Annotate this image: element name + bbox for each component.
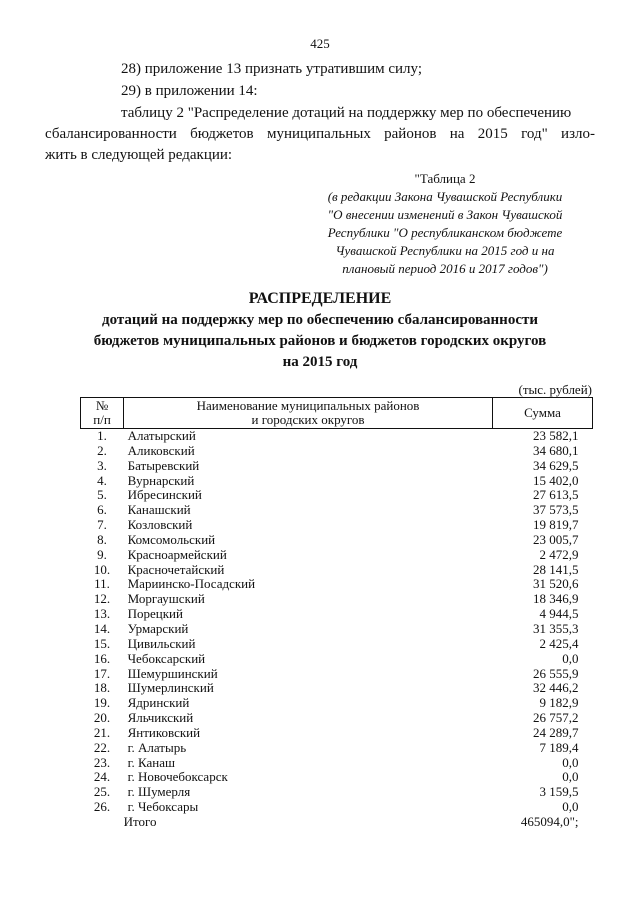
row-value: 23 582,1 <box>533 428 579 443</box>
row-number: 6. <box>97 502 107 518</box>
table-row <box>81 592 593 607</box>
row-value: 2 472,9 <box>539 546 579 562</box>
row-value: 0,0 <box>562 754 579 770</box>
table-row <box>81 607 593 622</box>
row-number: 9. <box>97 546 107 562</box>
row-value: 26 757,2 <box>533 710 579 726</box>
row-value: 18 346,9 <box>533 591 579 607</box>
edition-note-line: (в редакции Закона Чувашской Республики <box>327 189 563 204</box>
row-name: Шемуршинский <box>127 665 218 681</box>
edition-note-body <box>300 188 590 278</box>
row-number: 21. <box>93 724 111 740</box>
table-row <box>81 474 593 489</box>
edition-note-title: "Таблица 2 <box>414 171 476 186</box>
table-row <box>81 503 593 518</box>
paragraph-table-intro-line: сбалансированности бюджетов муниципальных районов на 2015 год" изло- <box>45 126 595 142</box>
row-number: 15. <box>93 635 111 651</box>
row-value: 31 355,3 <box>533 620 579 636</box>
edition-note <box>300 170 590 278</box>
page-number: 425 <box>310 36 330 51</box>
table-row <box>81 726 593 741</box>
table-header <box>81 398 593 429</box>
row-name: Красночетайский <box>127 561 225 577</box>
row-name: Алатырский <box>127 428 196 443</box>
row-number: 7. <box>97 517 107 533</box>
row-name: Аликовский <box>127 442 195 458</box>
row-name: Чебоксарский <box>127 650 206 666</box>
heading-title: РАСПРЕДЕЛЕНИЕ <box>248 290 392 307</box>
row-name: Янтиковский <box>127 724 201 740</box>
row-number: 3. <box>97 457 107 473</box>
table-row <box>81 622 593 637</box>
table-row <box>81 518 593 533</box>
header-sum: Сумма <box>492 398 592 429</box>
row-name: Порецкий <box>127 606 183 622</box>
row-name: г. Шумерля <box>127 784 191 800</box>
table-row <box>81 637 593 652</box>
row-name: Вурнарский <box>127 472 195 488</box>
row-number: 26. <box>93 799 111 815</box>
row-value: 19 819,7 <box>533 517 579 533</box>
row-name: Ядринский <box>127 695 190 711</box>
table-row <box>81 563 593 578</box>
row-number: 23. <box>93 754 111 770</box>
row-value: 32 446,2 <box>533 680 579 696</box>
row-value: 2 425,4 <box>539 635 579 651</box>
edition-note-line: Чувашской Республики на 2015 год и на <box>335 243 555 258</box>
heading-subtitle-line: на 2015 год <box>282 354 358 370</box>
row-value: 28 141,5 <box>533 561 579 577</box>
row-number: 2. <box>97 442 107 458</box>
row-number: 16. <box>93 650 111 666</box>
row-name: Моргаушский <box>127 591 205 607</box>
table-row <box>81 741 593 756</box>
row-name: г. Алатырь <box>127 739 187 755</box>
header-number <box>81 398 124 429</box>
row-number: 13. <box>93 606 111 622</box>
table-row <box>81 696 593 711</box>
row-name: Комсомольский <box>127 531 216 547</box>
header-name <box>124 398 493 429</box>
row-value: 34 629,5 <box>533 457 579 473</box>
row-name: г. Чебоксары <box>127 799 199 815</box>
table-row <box>81 652 593 667</box>
total-spacer <box>81 815 124 830</box>
table-row <box>81 533 593 548</box>
row-number: 25. <box>93 784 111 800</box>
table-row <box>81 711 593 726</box>
paragraph-28: 28) приложение 13 признать утратившим силу; <box>121 61 423 77</box>
row-value: 34 680,1 <box>533 442 579 458</box>
row-number: 18. <box>93 680 111 696</box>
row-value: 4 944,5 <box>539 606 579 622</box>
row-number: 10. <box>93 561 111 577</box>
row-name: Козловский <box>127 517 193 533</box>
row-value: 0,0 <box>562 799 579 815</box>
row-name: Цивильский <box>127 635 196 651</box>
subsidy-table <box>80 397 593 830</box>
table-body <box>81 429 593 830</box>
row-name: Ибресинский <box>127 487 202 503</box>
table-row <box>81 429 593 444</box>
row-value: 26 555,9 <box>533 665 579 681</box>
row-value: 15 402,0 <box>533 472 579 488</box>
row-number: 1. <box>97 428 107 443</box>
row-value: 9 182,9 <box>539 695 579 711</box>
paragraph-table-intro-line: таблицу 2 "Распределение дотаций на поддержку мер по обеспечению <box>121 105 572 121</box>
row-number: 5. <box>97 487 107 503</box>
row-value: 0,0 <box>562 650 579 666</box>
row-value: 23 005,7 <box>533 531 579 547</box>
row-number: 24. <box>93 769 111 785</box>
row-number: 12. <box>93 591 111 607</box>
paragraph-table-intro <box>45 103 595 166</box>
row-number: 11. <box>94 576 110 592</box>
table-row <box>81 681 593 696</box>
row-number: 22. <box>93 739 111 755</box>
row-name: г. Канаш <box>127 754 175 770</box>
row-name: Яльчикский <box>127 710 194 726</box>
row-value: 31 520,6 <box>533 576 579 592</box>
row-number: 19. <box>93 695 111 711</box>
row-name: Урмарский <box>127 620 189 636</box>
header-number-line: № <box>95 398 109 413</box>
row-value: 0,0 <box>562 769 579 785</box>
row-value: 24 289,7 <box>533 724 579 740</box>
paragraph-table-intro-line: жить в следующей редакции: <box>45 147 233 163</box>
row-name: Красноармейский <box>127 546 227 562</box>
paragraph-29: 29) в приложении 14: <box>121 83 258 99</box>
table-row <box>81 548 593 563</box>
row-number: 4. <box>97 472 107 488</box>
row-value: 3 159,5 <box>539 784 579 800</box>
header-number-line: п/п <box>93 412 111 427</box>
header-name-line: и городских округов <box>251 412 365 427</box>
table-row <box>81 444 593 459</box>
row-name: Батыревский <box>127 457 200 473</box>
row-value: 27 613,5 <box>533 487 579 503</box>
row-number: 20. <box>93 710 111 726</box>
table-header-row <box>81 398 593 429</box>
table-row <box>81 785 593 800</box>
row-name: Мариинско-Посадский <box>127 576 256 592</box>
table-row <box>81 577 593 592</box>
heading-subtitle-line: бюджетов муниципальных районов и бюджетов городских округов <box>93 333 547 349</box>
table-row <box>81 800 593 815</box>
edition-note-line: Республики "О республиканском бюджете <box>327 225 563 240</box>
row-name: Шумерлинский <box>127 680 214 696</box>
table-row <box>81 667 593 682</box>
table-row <box>81 459 593 474</box>
row-name: Канашский <box>127 502 191 518</box>
table-row <box>81 488 593 503</box>
row-number: 14. <box>93 620 111 636</box>
table-row <box>81 756 593 771</box>
total-label: Итого <box>123 813 157 829</box>
row-value: 7 189,4 <box>539 739 579 755</box>
table-total-row <box>81 815 593 830</box>
subsidy-table-grid <box>80 397 593 830</box>
document-heading <box>0 288 640 373</box>
total-value: 465094,0"; <box>520 813 579 829</box>
edition-note-line: плановый период 2016 и 2017 годов") <box>342 261 548 276</box>
row-number: 8. <box>97 531 107 547</box>
header-name-line: Наименование муниципальных районов <box>196 398 420 413</box>
heading-subtitle-line: дотаций на поддержку мер по обеспечению сбалансированности <box>101 312 538 328</box>
row-number: 17. <box>93 665 111 681</box>
row-name: г. Новочебоксарск <box>127 769 228 785</box>
row-value: 37 573,5 <box>533 502 579 518</box>
edition-note-line: "О внесении изменений в Закон Чувашской <box>327 207 563 222</box>
table-row <box>81 770 593 785</box>
units-label: (тыс. рублей) <box>518 382 592 397</box>
